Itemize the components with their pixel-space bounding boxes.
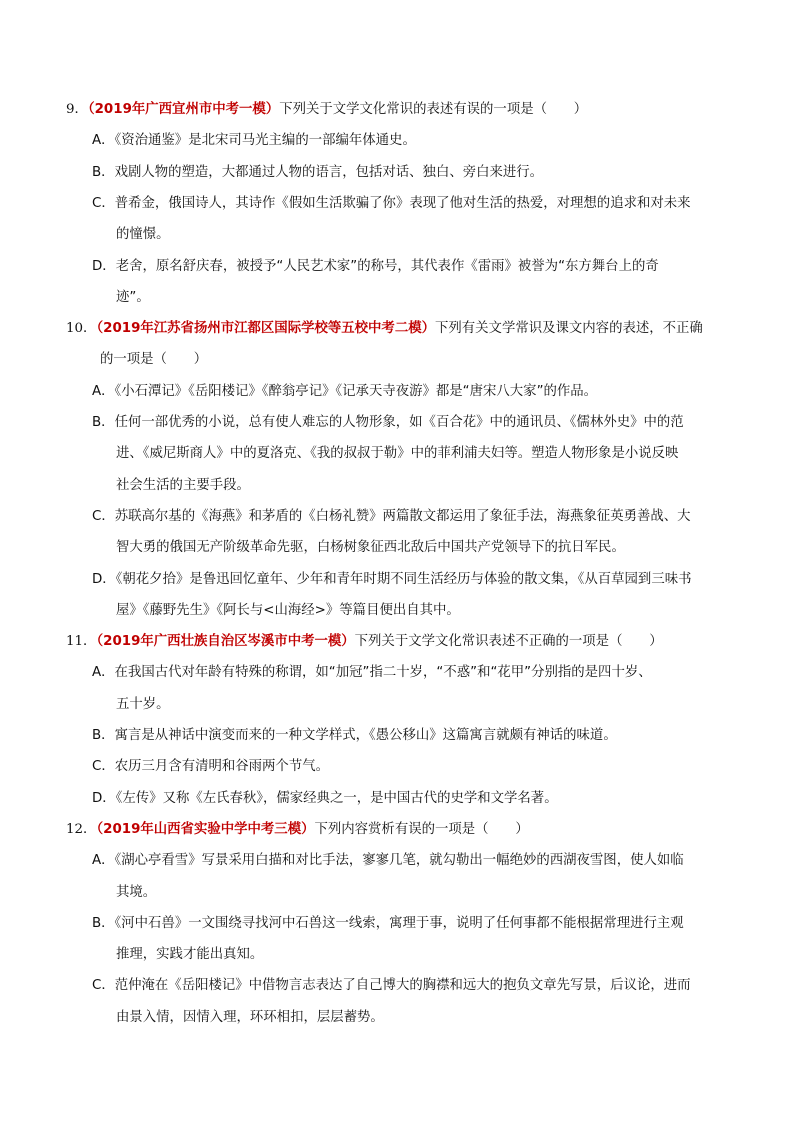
question-number: 10． [66,321,97,337]
question-stem: 下列有关文学常识及课文内容的表述，不正确 [435,321,703,337]
option-B: B．寓言是从神话中演变而来的一种文学样式，《愚公移山》这篇寓言就颇有神话的味道。 [92,728,617,743]
question-number: 9． [66,102,88,117]
question-number: 12． [66,821,97,837]
option-B: B．《河中石兽》一文围绕寻找河中石兽这一线索，寓理于事，说明了任何事都不能根据常理进行主观 [92,915,684,931]
question-stem: 下列关于文学文化常识的表述有误的一项是（ ） [279,102,588,117]
option-C: C．农历三月含有清明和谷雨两个节气。 [92,759,329,775]
option-D-continued: 迹”。 [116,289,150,305]
question-source: （2019年广西壮族自治区岑溪市中考一模） [96,634,355,650]
option-B-continued: 进、《威尼斯商人》中的夏洛克、《我的叔叔于勒》中的菲利浦夫妇等。塑造人物形象是小说反映 [116,446,679,462]
option-B-continued: 社会生活的主要手段。 [116,477,250,493]
option-B: B．戏剧人物的塑造，大都通过人物的语言，包括对话、独白、旁白来进行。 [92,164,544,180]
question-11-heading [66,632,663,652]
question-12-heading [66,820,529,840]
option-A: A．《小石潭记》《岳阳楼记》《醉翁亭记》《记承天寺夜游》都是“唐宋八大家”的作品。 [92,383,598,399]
option-A: A．《湖心亭看雪》写景采用白描和对比手法，寥寥几笔，就勾勒出一幅绝妙的西湖夜雪图，使人如临 [92,853,684,869]
question-10-heading [66,319,703,339]
option-C-continued: 由景入情，因情入理，环环相扣，层层蓄势。 [116,1009,384,1025]
question-source: （2019年江苏省扬州市江都区国际学校等五校中考二模） [96,321,435,337]
question-stem-continued: 的一项是（ ） [100,352,208,368]
option-C: C．苏联高尔基的《海燕》和茅盾的《白杨礼赞》两篇散文都运用了象征手法，海燕象征英勇善战、大 [92,508,691,524]
question-9-heading [66,100,587,120]
option-D: D．《朝花夕拾》是鲁迅回忆童年、少年和青年时期不同生活经历与体验的散文集，《从百草园到三味书 [92,571,692,587]
option-C: C．范仲淹在《岳阳楼记》中借物言志表达了自己博大的胸襟和远大的抱负文章先写景，后议论，进而 [92,978,691,994]
option-D: D．《左传》又称《左氏春秋》，儒家经典之一，是中国古代的史学和文学名著。 [92,790,558,806]
option-B-continued: 推理，实践才能出真知。 [116,947,264,963]
option-C: C．普希金，俄国诗人，其诗作《假如生活欺骗了你》表现了他对生活的热爱，对理想的追求和对未来 [92,195,691,211]
option-A: A．在我国古代对年龄有特殊的称谓，如“加冠”指二十岁，“不惑”和“花甲”分别指的是四十岁、 [92,665,652,681]
option-C-continued: 的憧憬。 [116,227,170,243]
option-B: B．任何一部优秀的小说，总有使人难忘的人物形象，如《百合花》中的通讯员、《儒林外史》中的范 [92,415,684,430]
option-A: A．《资治通鉴》是北宋司马光主编的一部编年体通史。 [92,133,416,149]
question-stem: 下列内容赏析有误的一项是（ ） [314,821,529,837]
option-C-continued: 智大勇的俄国无产阶级革命先驱，白杨树象征西北敌后中国共产党领导下的抗日军民。 [116,540,625,556]
option-D: D．老舍，原名舒庆春，被授予“人民艺术家”的称号，其代表作《雷雨》被誉为“东方舞台上的奇 [92,258,659,274]
question-stem: 下列关于文学文化常识表述不正确的一项是（ ） [354,634,663,650]
question-source: （2019年山西省实验中学中考三模） [96,821,315,837]
question-number: 11． [66,634,97,650]
option-A-continued: 五十岁。 [116,696,170,712]
option-A-continued: 其境。 [116,884,157,900]
option-D-continued: 屋》《藤野先生》《阿长与<山海经>》等篇目便出自其中。 [116,602,460,618]
question-source: （2019年广西宜州市中考一模） [87,102,280,117]
